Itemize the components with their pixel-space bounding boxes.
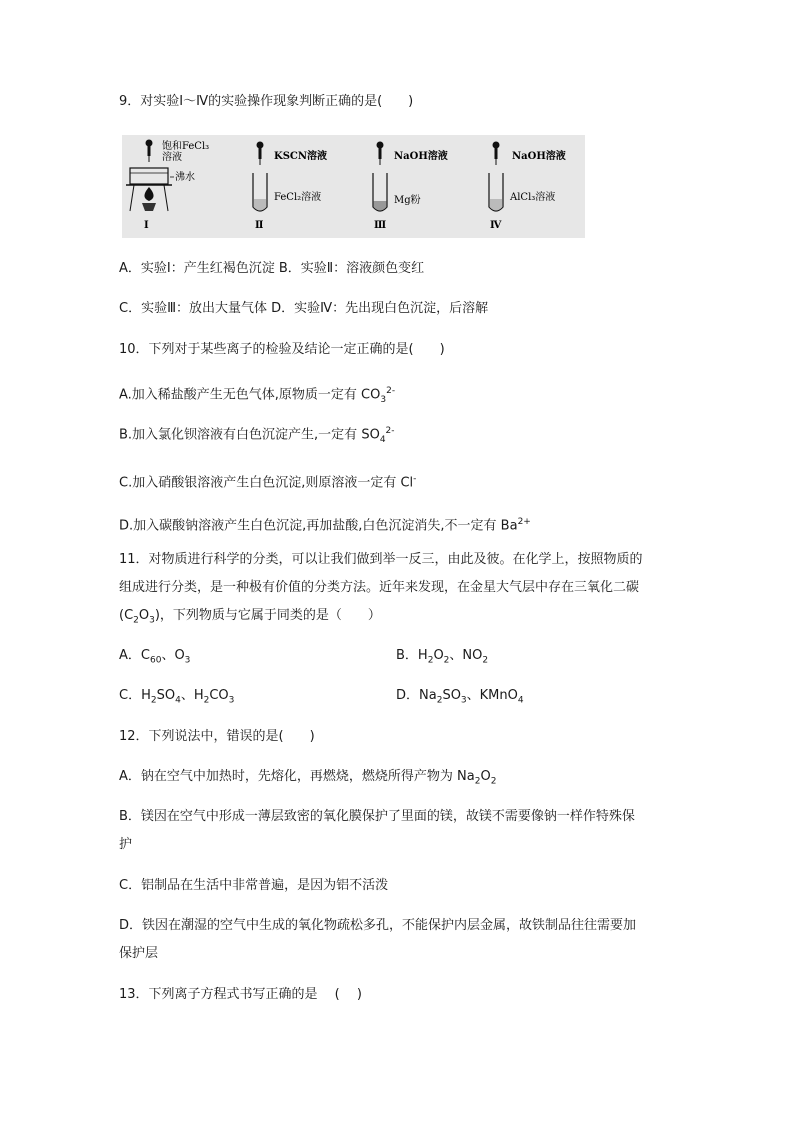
- q11-a-label: A．C: [119, 648, 150, 663]
- q11-option-a: [119, 647, 190, 670]
- q12-stem: 12．下列说法中，错误的是( ): [119, 729, 315, 744]
- panel-4-tube-label: AlCl₃溶液: [510, 192, 556, 203]
- q11-d-mid: SO: [442, 688, 461, 703]
- q11-d-label: D．Na: [396, 688, 437, 703]
- panel-4-dropper-label: NaOH溶液: [512, 151, 566, 162]
- q11-a-sub2: 3: [184, 655, 191, 666]
- q10-option-a-sub: 3: [380, 394, 387, 405]
- q12-option-a: [119, 768, 496, 791]
- panel-1-side-label: 沸水: [175, 172, 195, 183]
- q12-option-d-line1: D．铁因在潮湿的空气中生成的氧化物疏松多孔，不能保护内层金属，故铁制品往往需要加: [119, 918, 637, 933]
- panel-3-dropper-label: NaOH溶液: [394, 151, 448, 162]
- q11-line3-pre: (C: [119, 608, 134, 623]
- experiment-diagram: [122, 135, 585, 238]
- q11-c-sub3: 2: [203, 695, 210, 706]
- q12-a-mid: O: [480, 769, 491, 784]
- q12-option-c: C．铝制品在生活中非常普遍，是因为铝不活泼: [119, 878, 389, 893]
- q11-c-label: C．H: [119, 688, 151, 703]
- q10-option-d-text: D.加入碳酸钠溶液产生白色沉淀,再加盐酸,白色沉淀消失,不一定有 Ba: [119, 518, 518, 534]
- q12-a-sub2: 2: [490, 776, 497, 787]
- q11-d-mid2: 、KMnO: [466, 688, 518, 703]
- q11-a-mid: 、O: [161, 648, 185, 663]
- q11-line3-post: )，下列物质与它属于同类的是（ ）: [154, 608, 381, 623]
- q11-c-mid2: 、H: [180, 688, 204, 703]
- q10-option-d: [119, 513, 531, 535]
- q10-option-c-sup: -: [413, 474, 417, 484]
- q10-option-b: [119, 422, 395, 449]
- panel-3-numeral: Ⅲ: [374, 220, 387, 231]
- panel-2-tube-label: FeCl₂溶液: [274, 192, 322, 203]
- q11-line3-mid: O: [138, 608, 150, 623]
- panel-4-numeral: Ⅳ: [490, 220, 502, 231]
- q11-option-b: [396, 647, 488, 670]
- panel-1-reagent-line2: 溶液: [162, 152, 182, 163]
- q12-option-d-line2: 保护层: [119, 946, 159, 961]
- q9-options-cd: C．实验Ⅲ：放出大量气体 D．实验Ⅳ：先出现白色沉淀，后溶解: [119, 301, 489, 316]
- q11-stem-line2: 组成进行分类，是一种极有价值的分类方法。近年来发现，在金星大气层中存在三氧化二碳: [119, 580, 640, 595]
- panel-1-reagent: 饱和FeCl₃: [162, 141, 210, 152]
- q13-stem: 13．下列离子方程式书写正确的是 ( ): [119, 987, 362, 1002]
- q10-option-a: [119, 382, 395, 409]
- q11-c-mid3: CO: [209, 688, 229, 703]
- panel-2-dropper-label: KSCN溶液: [274, 151, 328, 162]
- q11-option-d: [396, 687, 524, 710]
- panel-3-tube-label: Mg粉: [394, 195, 421, 206]
- q11-stem-line1: 11．对物质进行科学的分类，可以让我们做到举一反三，由此及彼。在化学上，按照物质的: [119, 552, 643, 567]
- q11-b-mid2: 、NO: [449, 648, 483, 663]
- q11-c-sub2: 4: [175, 695, 181, 706]
- q10-option-b-sub: 4: [379, 434, 386, 445]
- q12-option-b-line1: B．镁因在空气中形成一薄层致密的氧化膜保护了里面的镁，故镁不需要像钠一样作特殊保: [119, 809, 635, 824]
- q11-b-label: B．H: [396, 648, 428, 663]
- q10-option-a-text: A.加入稀盐酸产生无色气体,原物质一定有 CO: [119, 387, 381, 403]
- q10-option-c: [119, 470, 416, 492]
- panel-3-apparatus: [373, 142, 387, 212]
- q11-a-sub1: 60: [149, 655, 162, 666]
- q11-d-sub3: 4: [517, 695, 524, 706]
- q11-b-sub1: 2: [427, 655, 434, 666]
- q10-option-a-sup: 2-: [386, 386, 396, 396]
- q11-d-sub2: 3: [460, 695, 467, 706]
- q11-option-c: [119, 687, 234, 710]
- q11-c-mid: SO: [156, 688, 176, 703]
- panel-1-numeral: Ⅰ: [144, 220, 149, 231]
- q11-stem-line3: [119, 607, 381, 630]
- q9-options-ab: A．实验Ⅰ：产生红褐色沉淀 B．实验Ⅱ：溶液颜色变红: [119, 261, 425, 276]
- q10-option-c-text: C.加入硝酸银溶液产生白色沉淀,则原溶液一定有 Cl: [119, 475, 414, 491]
- q11-line3-sub1: 2: [133, 615, 139, 626]
- q10-option-b-text: B.加入氯化钡溶液有白色沉淀产生,一定有 SO: [119, 427, 380, 443]
- q12-a-text: A．钠在空气中加热时，先熔化，再燃烧，燃烧所得产物为 Na: [119, 769, 475, 784]
- panel-4-apparatus: [489, 142, 503, 212]
- q10-option-b-sup: 2-: [385, 426, 395, 436]
- q11-b-sub2: 2: [443, 655, 450, 666]
- q11-b-mid: O: [433, 648, 444, 663]
- q12-option-b-line2: 护: [119, 837, 133, 852]
- q11-d-sub1: 2: [436, 695, 443, 706]
- q11-line3-sub2: 3: [149, 615, 155, 626]
- q9-experiment-figure: [122, 135, 585, 238]
- q12-a-sub1: 2: [474, 776, 481, 787]
- q10-option-d-sup: 2+: [517, 517, 531, 527]
- q11-c-sub4: 3: [228, 695, 235, 706]
- panel-2-numeral: Ⅱ: [255, 220, 264, 231]
- panel-2-apparatus: [253, 142, 267, 212]
- q11-b-sub3: 2: [482, 655, 489, 666]
- q11-c-sub1: 2: [150, 695, 157, 706]
- q9-stem: 9．对实验Ⅰ～Ⅳ的实验操作现象判断正确的是( ): [119, 94, 414, 109]
- q10-stem: 10．下列对于某些离子的检验及结论一定正确的是( ): [119, 342, 445, 357]
